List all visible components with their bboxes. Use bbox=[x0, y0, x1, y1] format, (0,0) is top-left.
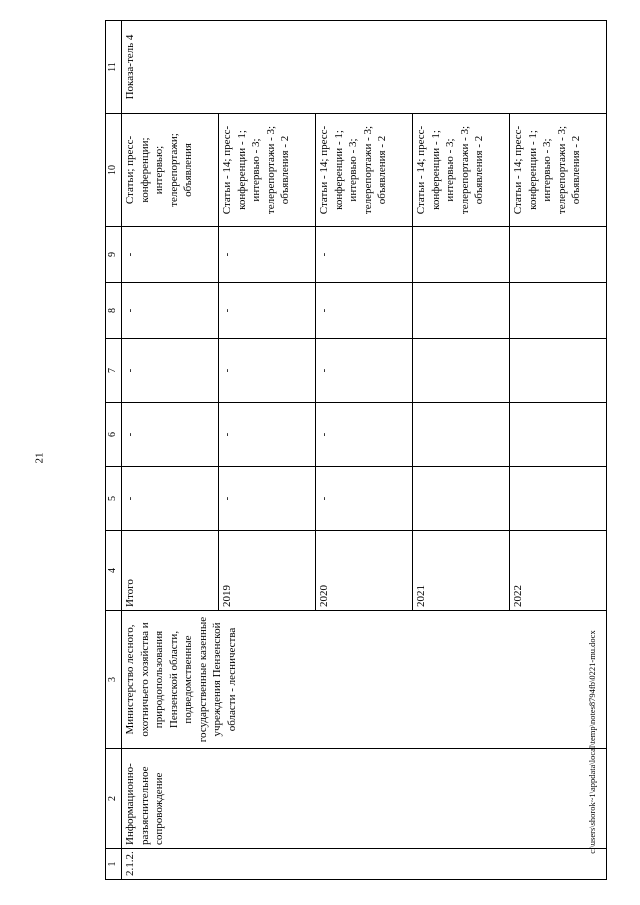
year-cell: 2021 bbox=[413, 531, 510, 611]
value-cell: - bbox=[219, 403, 316, 467]
header-cell: 1 bbox=[106, 849, 122, 880]
value-cell: - bbox=[316, 227, 413, 283]
header-cell: 6 bbox=[106, 403, 122, 467]
value-cell: - bbox=[122, 227, 219, 283]
value-cell bbox=[413, 227, 510, 283]
value-cell bbox=[413, 339, 510, 403]
value-cell: - bbox=[219, 339, 316, 403]
value-cell: - bbox=[122, 283, 219, 339]
year-cell: 2020 bbox=[316, 531, 413, 611]
indicator-cell: Показа-тель 4 bbox=[122, 21, 607, 114]
value-cell: - bbox=[219, 227, 316, 283]
measure-name-cell: Информационно-разъяснительное сопровождение bbox=[122, 749, 607, 849]
header-row bbox=[106, 21, 122, 880]
value-cell bbox=[510, 283, 607, 339]
row-number-cell: 2.1.2. bbox=[122, 849, 607, 880]
table-row-total bbox=[122, 21, 219, 880]
footer-file-path: c:\users\shorok~1\appdata\local\temp\notes8794fb\0221-mu.docx bbox=[586, 630, 597, 854]
program-table bbox=[105, 20, 607, 880]
year-cell: 2019 bbox=[219, 531, 316, 611]
value-cell bbox=[413, 467, 510, 531]
year-cell: Итого bbox=[122, 531, 219, 611]
header-cell: 9 bbox=[106, 227, 122, 283]
value-cell bbox=[510, 227, 607, 283]
year-cell: 2022 bbox=[510, 531, 607, 611]
header-cell: 11 bbox=[106, 21, 122, 114]
header-cell: 2 bbox=[106, 749, 122, 849]
value-cell bbox=[510, 467, 607, 531]
value-cell: - bbox=[122, 467, 219, 531]
value-cell: - bbox=[122, 339, 219, 403]
value-cell: - bbox=[316, 467, 413, 531]
value-cell: - bbox=[219, 283, 316, 339]
rotated-table-container bbox=[105, 21, 583, 880]
header-cell: 3 bbox=[106, 611, 122, 749]
header-cell: 10 bbox=[106, 114, 122, 227]
results-cell: Статьи - 14; пресс-конференции - 1; интервью - 3; телерепортажи - 3; объявления - 2 bbox=[316, 114, 413, 227]
value-cell: - bbox=[219, 467, 316, 531]
results-cell: Статьи - 14; пресс-конференции - 1; интервью - 3; телерепортажи - 3; объявления - 2 bbox=[413, 114, 510, 227]
results-cell: Статьи - 14; пресс-конференции - 1; интервью - 3; телерепортажи - 3; объявления - 2 bbox=[219, 114, 316, 227]
value-cell bbox=[413, 283, 510, 339]
header-cell: 7 bbox=[106, 339, 122, 403]
value-cell: - bbox=[316, 403, 413, 467]
header-cell: 8 bbox=[106, 283, 122, 339]
page-number: 21 bbox=[33, 452, 46, 464]
value-cell bbox=[510, 339, 607, 403]
executor-cell: Министерство лесного, охотничьего хозяйства и природопользования Пензенской области, подведомственные государственные казенные учреждения Пензенской области - лесничества bbox=[122, 611, 607, 749]
value-cell bbox=[510, 403, 607, 467]
results-cell: Статьи - 14; пресс-конференции - 1; интервью - 3; телерепортажи - 3; объявления - 2 bbox=[510, 114, 607, 227]
value-cell bbox=[413, 403, 510, 467]
value-cell: - bbox=[316, 283, 413, 339]
value-cell: - bbox=[122, 403, 219, 467]
header-cell: 5 bbox=[106, 467, 122, 531]
results-cell: Статьи; пресс-конференции; интервью; телерепортажи; объявления bbox=[122, 114, 219, 227]
header-cell: 4 bbox=[106, 531, 122, 611]
value-cell: - bbox=[316, 339, 413, 403]
